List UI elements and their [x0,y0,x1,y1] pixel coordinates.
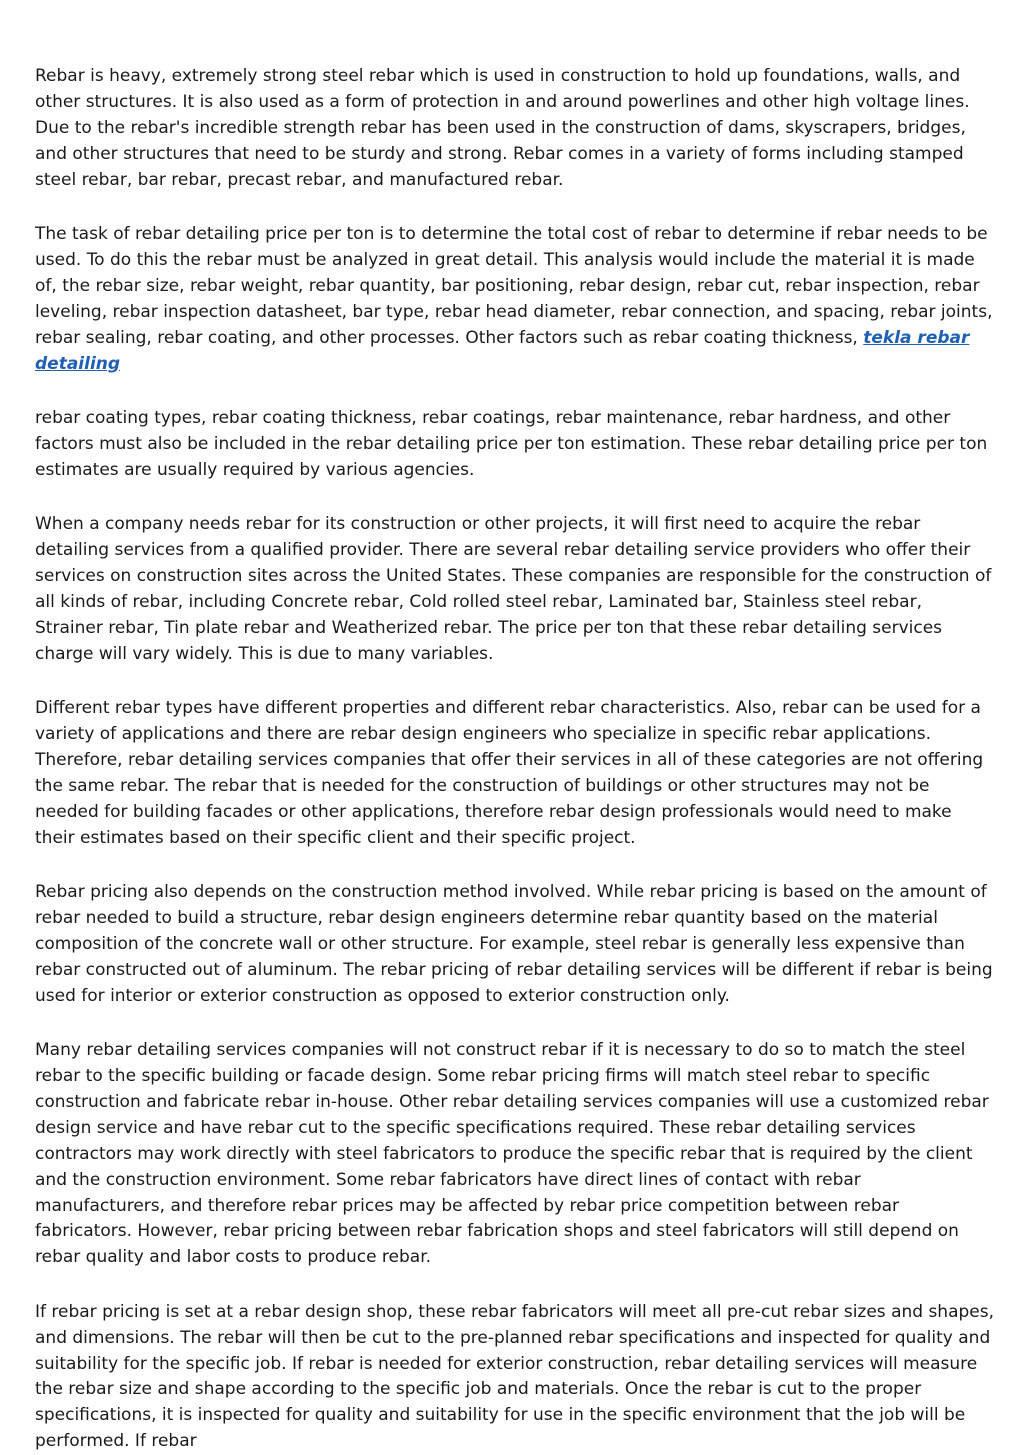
paragraph-6: Rebar pricing also depends on the construction method involved. While rebar pricing is based on the amount of rebar needed to build a structure, rebar design engineers determine rebar quantity based on the material composition of the concrete wall or other structure. For example, steel rebar is generally less expensive than rebar constructed out of aluminum. The rebar pricing of rebar detailing services will be different if rebar is being used for interior or exterior construction as opposed to exterior construction only. [35,882,993,1006]
paragraph-2-text: The task of rebar detailing price per ton is to determine the total cost of rebar to determine if rebar needs to be used. To do this the rebar must be analyzed in great detail. This analysis would include the material it is made of, the rebar size, rebar weight, rebar quantity, bar positioning, rebar design, rebar cut, rebar inspection, rebar leveling, rebar inspection datasheet, bar type, rebar head diameter, rebar connection, and spacing, rebar joints, rebar sealing, rebar coating, and other processes. Other factors such as rebar coating thickness, [35,224,993,348]
paragraph-5: Different rebar types have different properties and different rebar characteristics. Also, rebar can be used for a variety of applications and there are rebar design engineers who specialize in specific rebar applications. Therefore, rebar detailing services companies that offer their services in all of these categories are not offering the same rebar. The rebar that is needed for the construction of buildings or other structures may not be needed for building facades or other applications, therefore rebar design professionals would need to make their estimates based on their specific client and their specific project. [35,698,984,848]
paragraph-2 [35,222,995,377]
paragraph-8: If rebar pricing is set at a rebar design shop, these rebar fabricators will meet all pre-cut rebar sizes and shapes, and dimensions. The rebar will then be cut to the pre-planned rebar specifications and inspected for quality and suitability for the specific job. If rebar is needed for exterior construction, rebar detailing services will measure the rebar size and shape according to the specific job and materials. Once the rebar is cut to the proper specifications, it is inspected for quality and suitability for use in the specific environment that the job will be performed. If rebar [35,1301,995,1452]
paragraph-7: Many rebar detailing services companies will not construct rebar if it is necessary to do so to match the steel rebar to the specific building or facade design. Some rebar pricing firms will match steel rebar to specific construction and fabricate rebar in-house. Other rebar detailing services companies will use a customized rebar design service and have rebar cut to the specific specifications required. These rebar detailing services contractors may work directly with steel fabricators to produce the specific rebar that is required by the client and the construction environment. Some rebar fabricators have direct lines of contact with rebar manufacturers, and therefore rebar prices may be affected by rebar price competition between rebar fabricators. However, rebar pricing between rebar fabrication shops and steel fabricators will still depend on rebar quality and labor costs to produce rebar. [35,1040,989,1268]
paragraph-4: When a company needs rebar for its construction or other projects, it will first need to acquire the rebar detailing services from a qualified provider. There are several rebar detailing service providers who offer their services on construction sites across the United States. These companies are responsible for the construction of all kinds of rebar, including Concrete rebar, Cold rolled steel rebar, Laminated bar, Stainless steel rebar, Strainer rebar, Tin plate rebar and Weatherized rebar. The price per ton that these rebar detailing services charge will vary widely. This is due to many variables. [35,514,992,664]
document-body [35,64,995,1455]
paragraph-1: Rebar is heavy, extremely strong steel rebar which is used in construction to hold up foundations, walls, and other structures. It is also used as a form of protection in and around powerlines and other high voltage lines. Due to the rebar's incredible strength rebar has been used in the construction of dams, skyscrapers, bridges, and other structures that need to be sturdy and strong. Rebar comes in a variety of forms including stamped steel rebar, bar rebar, precast rebar, and manufactured rebar. [35,66,970,190]
paragraph-3: rebar coating types, rebar coating thickness, rebar coatings, rebar maintenance, rebar hardness, and other factors must also be included in the rebar detailing price per ton estimation. These rebar detailing price per ton estimates are usually required by various agencies. [35,407,988,480]
tekla-rebar-detailing-link[interactable]: tekla rebar detailing [35,327,970,374]
